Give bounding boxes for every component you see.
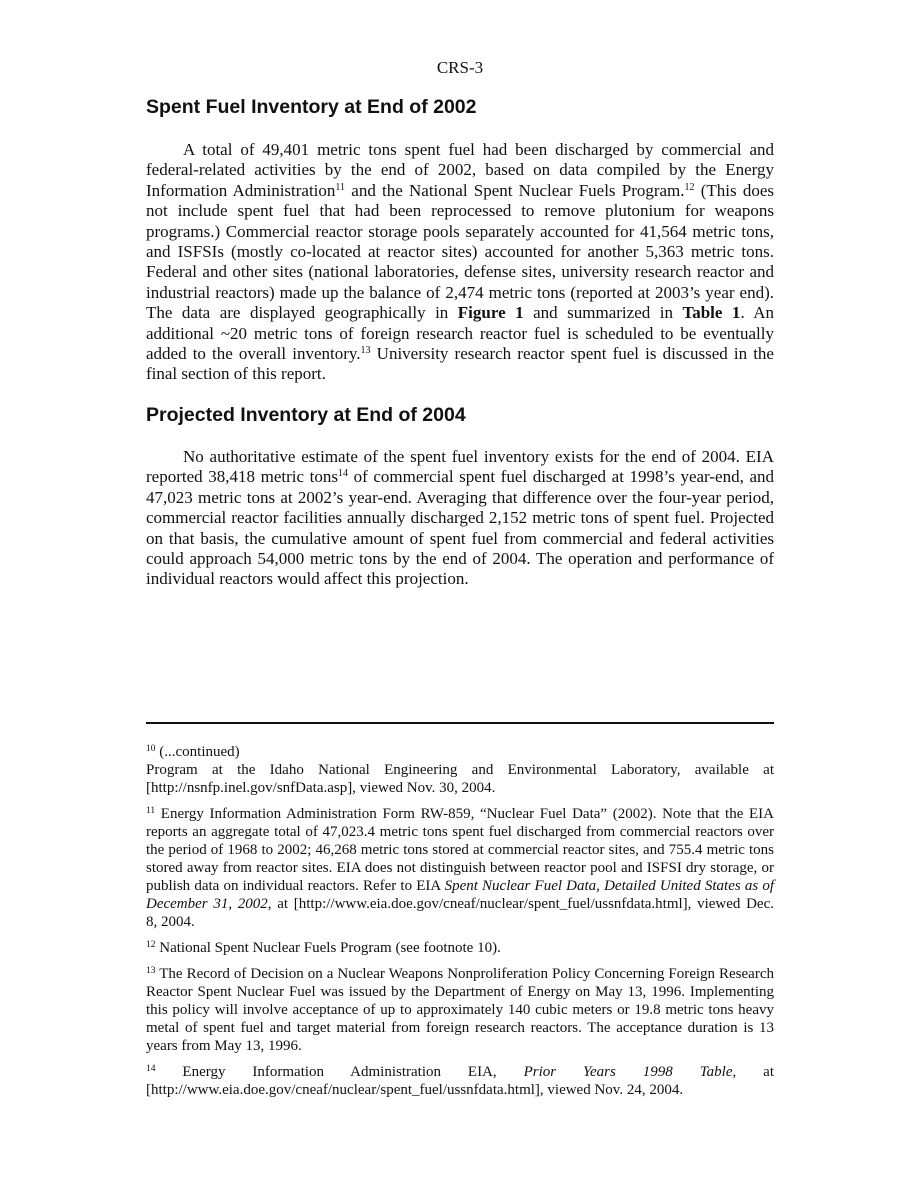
footnote-continued-label: (...continued) bbox=[155, 744, 240, 760]
page-number: CRS-3 bbox=[436, 58, 484, 77]
footnote-number: 12 bbox=[146, 940, 156, 950]
paragraph-text: and summarized in bbox=[523, 303, 683, 323]
footnote-text: Energy Information Administration Form RW-859, “Nuclear Fuel Data” (2002). Note that the EIA reports an aggregate total of 47,023.4 metric tons spent fuel discharged from commercial reactors over the period of 1968 to 2002; 46,268 metric tons stored at commercial reactor sites, and 755.4 metric tons stored away from reactor sites. EIA does not distinguish between reactor pool and ISFSI dry storage, or publish data on individual reactors. Refer to EIA bbox=[146, 806, 774, 894]
footnote-text: , at [http://www.eia.doe.gov/cneaf/nuclear/spent_fuel/ussnfdata.html], viewed Dec. 8, 2004. bbox=[146, 896, 774, 930]
footnote-title: Spent Nuclear Fuel Data, Detailed United States as of December 31, 2002 bbox=[146, 878, 775, 912]
footnote-14 bbox=[146, 1063, 774, 1099]
paragraph-text: No authoritative estimate of the spent fuel inventory exists for the end of 2004. EIA reported 38,418 metric tons bbox=[146, 447, 774, 487]
footnote-number: 10 bbox=[146, 744, 156, 754]
footnote-number: 13 bbox=[146, 966, 156, 976]
paragraph-text: University research reactor spent fuel is discussed in the final section of this report. bbox=[146, 344, 774, 384]
paragraph-text: (This does not include spent fuel that had been reprocessed to remove plutonium for weapons programs.) Commercial reactor storage pools separately accounted for 41,564 metric tons, and ISFSIs (mostly co-located at reactor sites) accounted for another 5,363 metric tons. Federal and other sites (national laboratories, defense sites, university research reactor and industrial reactors) made up the balance of 2,474 metric tons (reported at 2003’s year end). The data are displayed geographically in bbox=[146, 180, 775, 323]
section-heading: Projected Inventory at End of 2004 bbox=[146, 404, 466, 426]
section-paragraph bbox=[146, 140, 774, 385]
paragraph-text: of commercial spent fuel discharged at 1998’s year-end, and 47,023 metric tons at 2002’s year-end. Averaging that difference over the four-year period, commercial reactor facilities annually discharged 2,152 metric tons of spent fuel. Projected on that basis, the cumulative amount of spent fuel from commercial and federal activities could approach 54,000 metric tons by the end of 2004. The operation and performance of individual reactors would affect this projection. bbox=[146, 467, 774, 589]
footnote-text: The Record of Decision on a Nuclear Weapons Nonproliferation Policy Concerning Foreign Research Reactor Spent Nuclear Fuel was issued by the Department of Energy on May 13, 1996. Implementing this policy will involve acceptance of up to approximately 140 cubic meters or 19.8 metric tons heavy metal of spent fuel and target material from foreign research reactors. The acceptance duration is 13 years from May 13, 1996. bbox=[146, 966, 774, 1054]
table-reference: Table 1 bbox=[682, 303, 741, 323]
paragraph-text: A total of 49,401 metric tons spent fuel had been discharged by commercial and federal-related activities by the end of 2002, based on data compiled by the Energy Information Administration bbox=[146, 140, 774, 200]
figure-reference: Figure 1 bbox=[457, 303, 524, 323]
section-paragraph bbox=[146, 447, 774, 590]
footnote-13 bbox=[146, 965, 774, 1055]
footnote-ref-13[interactable]: 13 bbox=[360, 345, 371, 357]
paragraph-text: and the National Spent Nuclear Fuels Program. bbox=[345, 180, 685, 200]
footnote-text: , at [http://www.eia.doe.gov/cneaf/nuclear/spent_fuel/ussnfdata.html], viewed Nov. 24, 2004. bbox=[146, 1064, 774, 1098]
footnote-title: Prior Years 1998 Table bbox=[523, 1064, 733, 1080]
footnote-12 bbox=[146, 939, 774, 957]
footnote-ref-14[interactable]: 14 bbox=[337, 468, 348, 480]
footnote-11 bbox=[146, 805, 774, 931]
footnote-divider bbox=[146, 722, 774, 724]
footnote-number: 11 bbox=[146, 806, 156, 816]
section-heading: Spent Fuel Inventory at End of 2002 bbox=[146, 96, 477, 118]
section-projected-2004 bbox=[146, 403, 774, 590]
footnote-10 bbox=[146, 743, 774, 797]
footnote-number: 14 bbox=[146, 1064, 156, 1074]
footnote-ref-11[interactable]: 11 bbox=[335, 181, 346, 193]
footnotes bbox=[146, 743, 774, 1107]
section-spent-fuel-2002 bbox=[146, 95, 774, 385]
paragraph-text: . An additional ~20 metric tons of foreign research reactor fuel is scheduled to be eventually added to the overall inventory. bbox=[146, 303, 775, 364]
footnote-text: National Spent Nuclear Fuels Program (see footnote 10). bbox=[155, 940, 501, 956]
footnote-text: Program at the Idaho National Engineering and Environmental Laboratory, available at [http://nsnfp.inel.gov/snfData.asp], viewed Nov. 30, 2004. bbox=[146, 762, 774, 796]
footnote-ref-12[interactable]: 12 bbox=[684, 181, 695, 193]
footnote-text: Energy Information Administration EIA, bbox=[155, 1064, 524, 1080]
